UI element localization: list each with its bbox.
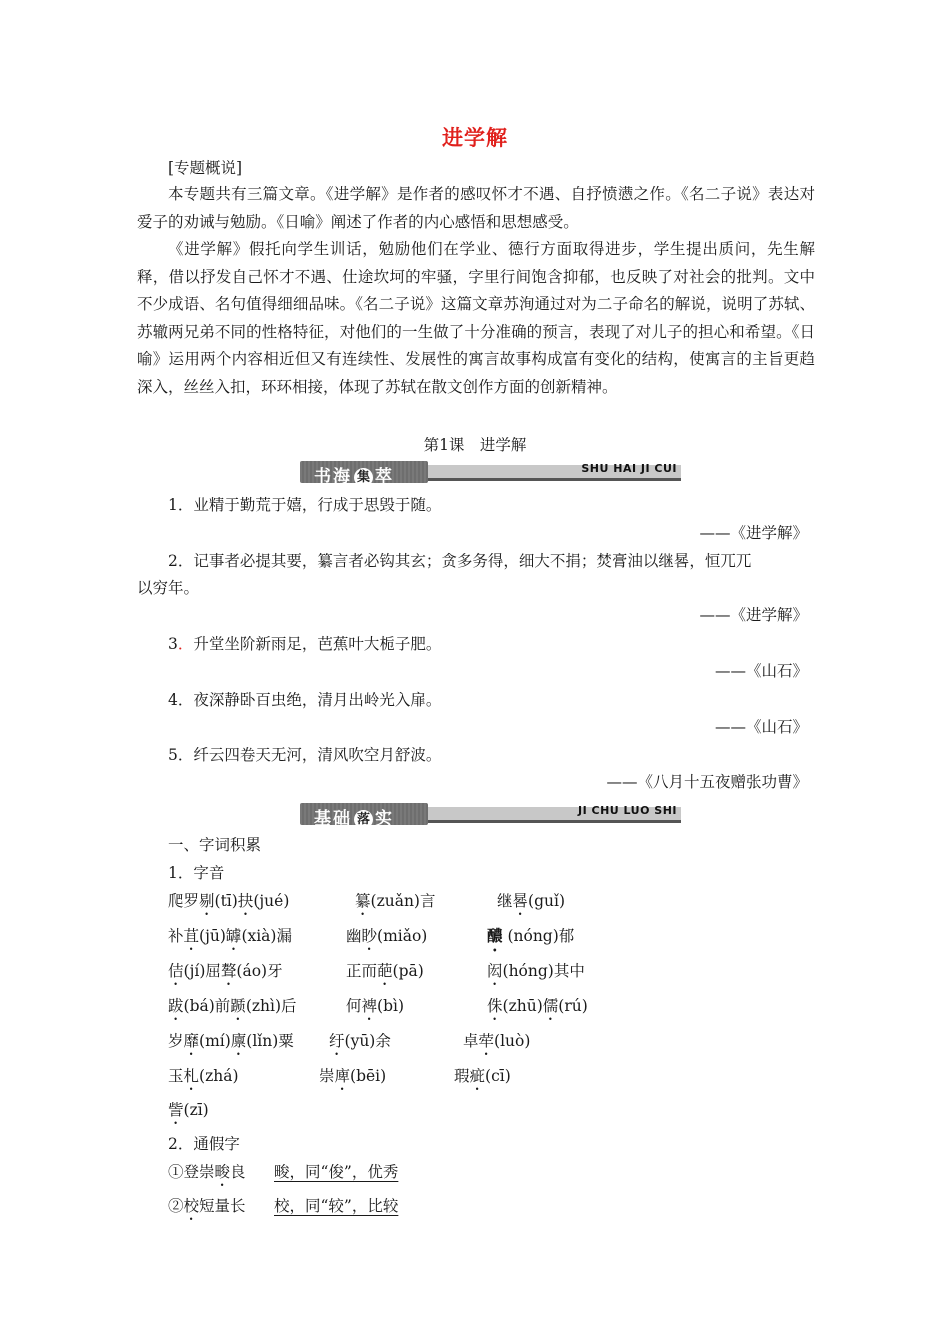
quote-source: ——《山石》 — [714, 718, 808, 736]
pron-item: 訾(zī) — [168, 1101, 209, 1119]
quote-text: 夜深静卧百虫绝，清月出岭光入扉。 — [193, 691, 442, 709]
pron-item: 补苴(jū)罅(xià)漏 — [168, 927, 292, 945]
subsection-heading: 1．字音 — [168, 864, 225, 882]
quote-source: ——《八月十五夜赠张功曹》 — [606, 773, 808, 791]
quote-5: 5．纤云四卷天无河，清风吹空月舒波。 — [168, 746, 442, 764]
overview-paragraph-1: 本专题共有三篇文章。《进学解》是作者的感叹怀才不遇、自抒愤懑之作。《名二子说》表达对爱子的劝诫与勉励。《日喻》阐述了作者的内心感悟和思想感受。 — [137, 185, 815, 231]
banner-char: 萃 — [375, 467, 394, 487]
pron-item: 跋(bá)前踬(zhì)后 — [168, 997, 297, 1015]
quote-source: ——《山石》 — [714, 662, 808, 680]
quote-source: ——《进学解》 — [699, 524, 808, 542]
quote-source: ——《进学解》 — [699, 606, 808, 624]
quote-4: 4．夜深静卧百虫绝，清月出岭光入扉。 — [168, 691, 442, 709]
pron-item: 醲 (nóng)郁 — [487, 926, 575, 945]
quote-number: 4 — [168, 691, 178, 709]
pron-item: 崇庳(bēi) — [319, 1067, 387, 1085]
lesson-title: 第1课 进学解 — [423, 436, 527, 454]
banner-circle-char: 集 — [354, 468, 373, 487]
overview-heading: [专题概说] — [168, 159, 243, 177]
pron-item: 瑕疵(cī) — [454, 1067, 511, 1085]
banner-char: 础 — [333, 809, 352, 829]
pron-item: 岁靡(mí)廪(lǐn)粟 — [168, 1032, 294, 1050]
banner-char: 实 — [375, 809, 394, 829]
quote-1: 1．业精于勤荒于嬉，行成于思毁于随。 — [168, 496, 442, 514]
pron-item: 正而葩(pā) — [346, 962, 424, 980]
quote-text: 升堂坐阶新雨足，芭蕉叶大栀子肥。 — [193, 635, 442, 653]
banner-title — [314, 804, 394, 829]
banner-title — [314, 462, 394, 487]
quote-text: 纤云四卷天无河，清风吹空月舒波。 — [193, 746, 442, 764]
page-title: 进学解 — [442, 125, 508, 150]
banner-char: 海 — [333, 467, 352, 487]
quote-text-continued: 以穷年。 — [137, 579, 200, 597]
banner-circle-char: 落 — [354, 810, 373, 829]
section-heading: 一、字词积累 — [168, 836, 262, 854]
quote-number: 5 — [168, 746, 178, 764]
pron-item: 幽眇(miǎo) — [346, 927, 428, 945]
pron-item: 卓荦(luò) — [463, 1032, 531, 1050]
section-banner-shuhai — [300, 461, 681, 487]
tongjia-answer: 畯，同“俊”，优秀 — [274, 1163, 399, 1181]
overview-paragraph-2: 《进学解》假托向学生训话，勉励他们在学业、德行方面取得进步，学生提出质问，先生解释，借以抒发自己怀才不遇、仕途坎坷的牢骚，字里行间饱含抑郁，也反映了对社会的批判。文中不少成语、名句值得细细品味。《名二子说》这篇文章苏洵通过对为二子命名的解说，说明了苏轼、苏辙两兄弟不同的性格特征，对他们的一生做了十分准确的预言，表现了对儿子的担心和希望。《日喻》运用两个内容相近但又有连续性、发展性的寓言故事构成富有变化的结构，使寓言的主旨更趋深入，丝丝入扣，环环相接，体现了苏轼在散文创作方面的创新精神。 — [137, 240, 815, 396]
banner-pinyin: JI CHU LUO SHI — [577, 804, 677, 817]
banner-char: 书 — [314, 467, 333, 487]
section-banner-jichu — [300, 803, 681, 829]
quote-text: 业精于勤荒于嬉，行成于思毁于随。 — [193, 496, 442, 514]
quote-number: 1 — [168, 496, 178, 514]
pron-item: 玉札(zhá) — [168, 1067, 239, 1085]
banner-pinyin: SHU HAI JI CUI — [581, 462, 677, 475]
pron-item: 纡(yū)余 — [329, 1032, 391, 1050]
quote-text: 记事者必提其要，纂言者必钩其玄；贪多务得，细大不捐；焚膏油以继晷，恒兀兀 — [193, 552, 752, 570]
pron-item: 闳(hóng)其中 — [487, 962, 585, 980]
pron-item: 继晷(guǐ) — [497, 892, 565, 910]
quote-3: 3．升堂坐阶新雨足，芭蕉叶大栀子肥。 — [168, 635, 442, 653]
tongjia-item: ①登崇畯良 — [168, 1163, 246, 1181]
pron-item: 何裨(bì) — [346, 997, 405, 1015]
tongjia-answer: 校，同“较”，比较 — [274, 1197, 399, 1215]
pron-item: 纂(zuǎn)言 — [355, 892, 436, 910]
subsection-heading: 2．通假字 — [168, 1135, 240, 1153]
quote-number: 3 — [168, 635, 178, 653]
quote-2: 2．记事者必提其要，纂言者必钩其玄；贪多务得，细大不捐；焚膏油以继晷，恒兀兀 — [168, 552, 752, 570]
quote-number: 2 — [168, 552, 178, 570]
pron-item: 侏(zhū)儒(rú) — [487, 997, 588, 1015]
pron-item: 爬罗剔(tī)抉(jué) — [168, 892, 290, 910]
banner-char: 基 — [314, 809, 333, 829]
pron-item: 佶(jí)屈聱(áo)牙 — [168, 962, 283, 980]
tongjia-item: ②校短量长 — [168, 1197, 246, 1215]
